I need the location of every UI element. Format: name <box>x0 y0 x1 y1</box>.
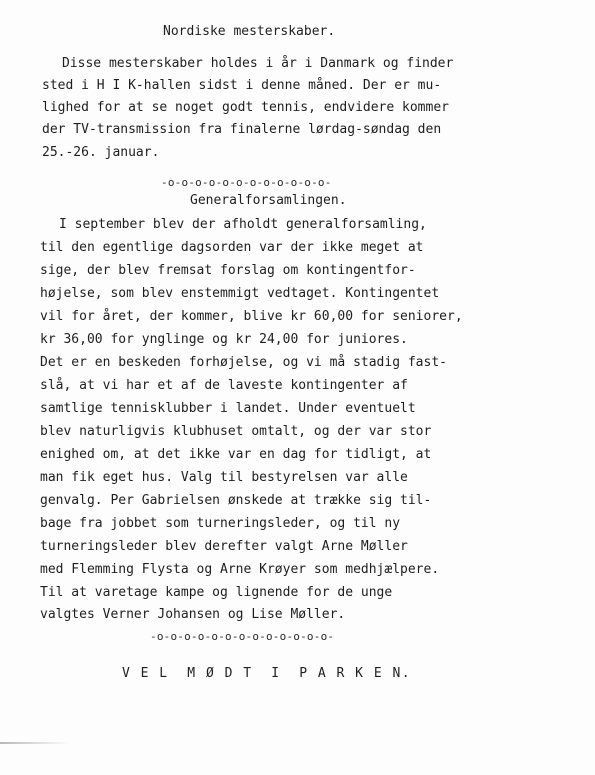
paragraph-line: vil for året, der kommer, blive kr 60,00 for seniorer, <box>40 309 463 324</box>
paragraph-line: man fik eget hus. Valg til bestyrelsen var alle <box>40 470 408 485</box>
paragraph-line: lighed for at se noget godt tennis, endvidere kommer <box>42 100 449 115</box>
paragraph-line: højelse, som blev enstemmigt vedtaget. Kontingentet <box>40 286 440 301</box>
paragraph-line: kr 36,00 for ynglinge og kr 24,00 for juniores. <box>40 332 408 347</box>
paragraph-line: I september blev der afholdt generalforsamling, <box>59 217 427 232</box>
paragraph-line: blev naturligvis klubhuset omtalt, og der var stor <box>40 424 432 439</box>
paragraph-line: genvalg. Per Gabrielsen ønskede at trække sig til- <box>40 493 432 508</box>
paragraph-line: sted i H I K-hallen sidst i denne måned. Der er mu- <box>42 78 442 93</box>
paragraph-line: valgtes Verner Johansen og Lise Møller. <box>40 607 346 622</box>
section-title-general-assembly: Generalforsamlingen. <box>190 193 347 208</box>
paragraph-line: turneringsleder blev derefter valgt Arne Møller <box>40 539 408 554</box>
closing-slogan: V E L M Ø D T I P A R K E N. <box>122 666 412 681</box>
paragraph-line: Det er en beskeden forhøjelse, og vi må stadig fast- <box>40 355 447 370</box>
paragraph-line: der TV-transmission fra finalerne lørdag-søndag den <box>42 122 442 137</box>
section-divider: -o-o-o-o-o-o-o-o-o-o-o-o-o- <box>150 630 335 643</box>
paragraph-line: sige, der blev fremsat forslag om kontingentfor- <box>40 263 416 278</box>
paragraph-line: slå, at vi har et af de laveste kontingenter af <box>40 378 408 393</box>
scan-edge-mark <box>0 742 70 744</box>
section-divider: -o-o-o-o-o-o-o-o-o-o-o-o- <box>161 176 332 189</box>
paragraph-line: bage fra jobbet som turneringsleder, og til ny <box>40 516 401 531</box>
paragraph-line: Til at varetage kampe og lignende for de unge <box>40 585 393 600</box>
paragraph-line: 25.-26. januar. <box>42 145 160 160</box>
paragraph-line: med Flemming Flysta og Arne Krøyer som medhjælpere. <box>40 562 440 577</box>
paragraph-line: til den egentlige dagsorden var der ikke meget at <box>40 240 424 255</box>
paragraph-line: Disse mesterskaber holdes i år i Danmark og finder <box>62 56 454 71</box>
paragraph-line: enighed om, at det ikke var en dag for tidligt, at <box>40 447 432 462</box>
paragraph-line: samtlige tennisklubber i landet. Under eventuelt <box>40 401 416 416</box>
section-title-nordic-championships: Nordiske mesterskaber. <box>163 24 336 39</box>
